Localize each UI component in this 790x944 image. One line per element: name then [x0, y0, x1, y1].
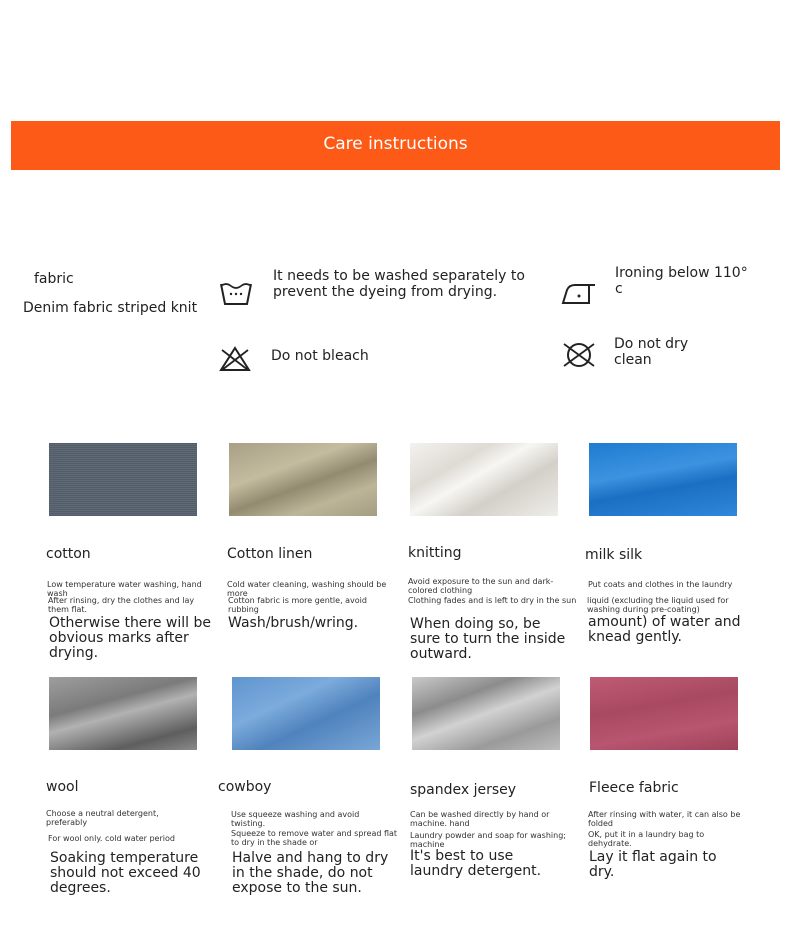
fabric-note: Laundry powder and soap for washing; machine	[410, 831, 566, 849]
fabric-note: Can be washed directly by hand or machine. hand	[410, 810, 550, 828]
cotton-linen-swatch	[229, 443, 377, 516]
fabric-note: Put coats and clothes in the laundry	[588, 580, 733, 589]
fabric-tip: It's best to use laundry detergent.	[410, 848, 542, 879]
wash-instruction: It needs to be washed separately to prevent the dyeing from drying.	[273, 268, 525, 300]
no-dry-clean-icon	[561, 340, 597, 370]
fabric-note: Squeeze to remove water and spread flat to dry in the shade or	[231, 829, 398, 847]
fabric-tip: Lay it flat again to dry.	[589, 849, 717, 880]
fabric-note: After rinsing with water, it can also be folded	[588, 810, 741, 828]
spandex-jersey-swatch	[412, 677, 560, 750]
wool-swatch	[49, 677, 197, 750]
fabric-value: Denim fabric striped knit	[23, 300, 198, 316]
iron-icon	[561, 280, 597, 306]
milk-silk-swatch	[589, 443, 737, 516]
knitting-swatch	[410, 443, 558, 516]
bleach-instruction: Do not bleach	[271, 348, 369, 364]
fabric-tip: Halve and hang to dry in the shade, do not expose to the sun.	[232, 850, 389, 896]
fabric-name: wool	[46, 779, 79, 795]
fabric-tip: When doing so, be sure to turn the inside outward.	[410, 616, 566, 662]
fabric-note: After rinsing, dry the clothes and lay them flat.	[48, 596, 195, 614]
hand-wash-icon	[219, 280, 253, 308]
fabric-tip: Otherwise there will be obvious marks after drying.	[49, 615, 212, 661]
fabric-name: Cotton linen	[227, 546, 313, 562]
fabric-note: Use squeeze washing and avoid twisting.	[231, 810, 360, 828]
banner-title: Care instructions	[323, 134, 468, 154]
fabric-tip: Soaking temperature should not exceed 40 degrees.	[50, 850, 201, 896]
fabric-note: Low temperature water washing, hand wash	[47, 580, 202, 598]
fabric-note: Clothing fades and is left to dry in the sun	[408, 596, 577, 605]
fabric-note: Avoid exposure to the sun and dark-colored clothing	[408, 577, 554, 595]
fleece-fabric-swatch	[590, 677, 738, 750]
fabric-name: spandex jersey	[410, 782, 517, 798]
no-bleach-icon	[218, 345, 252, 373]
fabric-tip: amount) of water and knead gently.	[588, 614, 741, 645]
fabric-note: OK, put it in a laundry bag to dehydrate.	[588, 830, 705, 848]
fabric-name: milk silk	[585, 547, 643, 563]
fabric-note: Cotton fabric is more gentle, avoid rubbing	[228, 596, 367, 614]
iron-instruction: Ironing below 110° c	[615, 265, 748, 297]
fabric-name: cowboy	[218, 779, 272, 795]
fabric-note: For wool only. cold water period	[48, 834, 175, 843]
fabric-name: Fleece fabric	[589, 780, 679, 796]
fabric-note: Choose a neutral detergent, preferably	[46, 809, 159, 827]
fabric-name: cotton	[46, 546, 91, 562]
fabric-label: fabric	[34, 271, 74, 287]
fabric-tip: Wash/brush/wring.	[228, 615, 359, 631]
care-instructions-banner	[11, 121, 780, 170]
cotton-swatch	[49, 443, 197, 516]
fabric-note: Cold water cleaning, washing should be more	[227, 580, 387, 598]
fabric-note: liquid (excluding the liquid used for washing during pre-coating)	[587, 596, 729, 614]
dry-clean-instruction: Do not dry clean	[614, 336, 689, 368]
cowboy-swatch	[232, 677, 380, 750]
fabric-name: knitting	[408, 545, 462, 561]
